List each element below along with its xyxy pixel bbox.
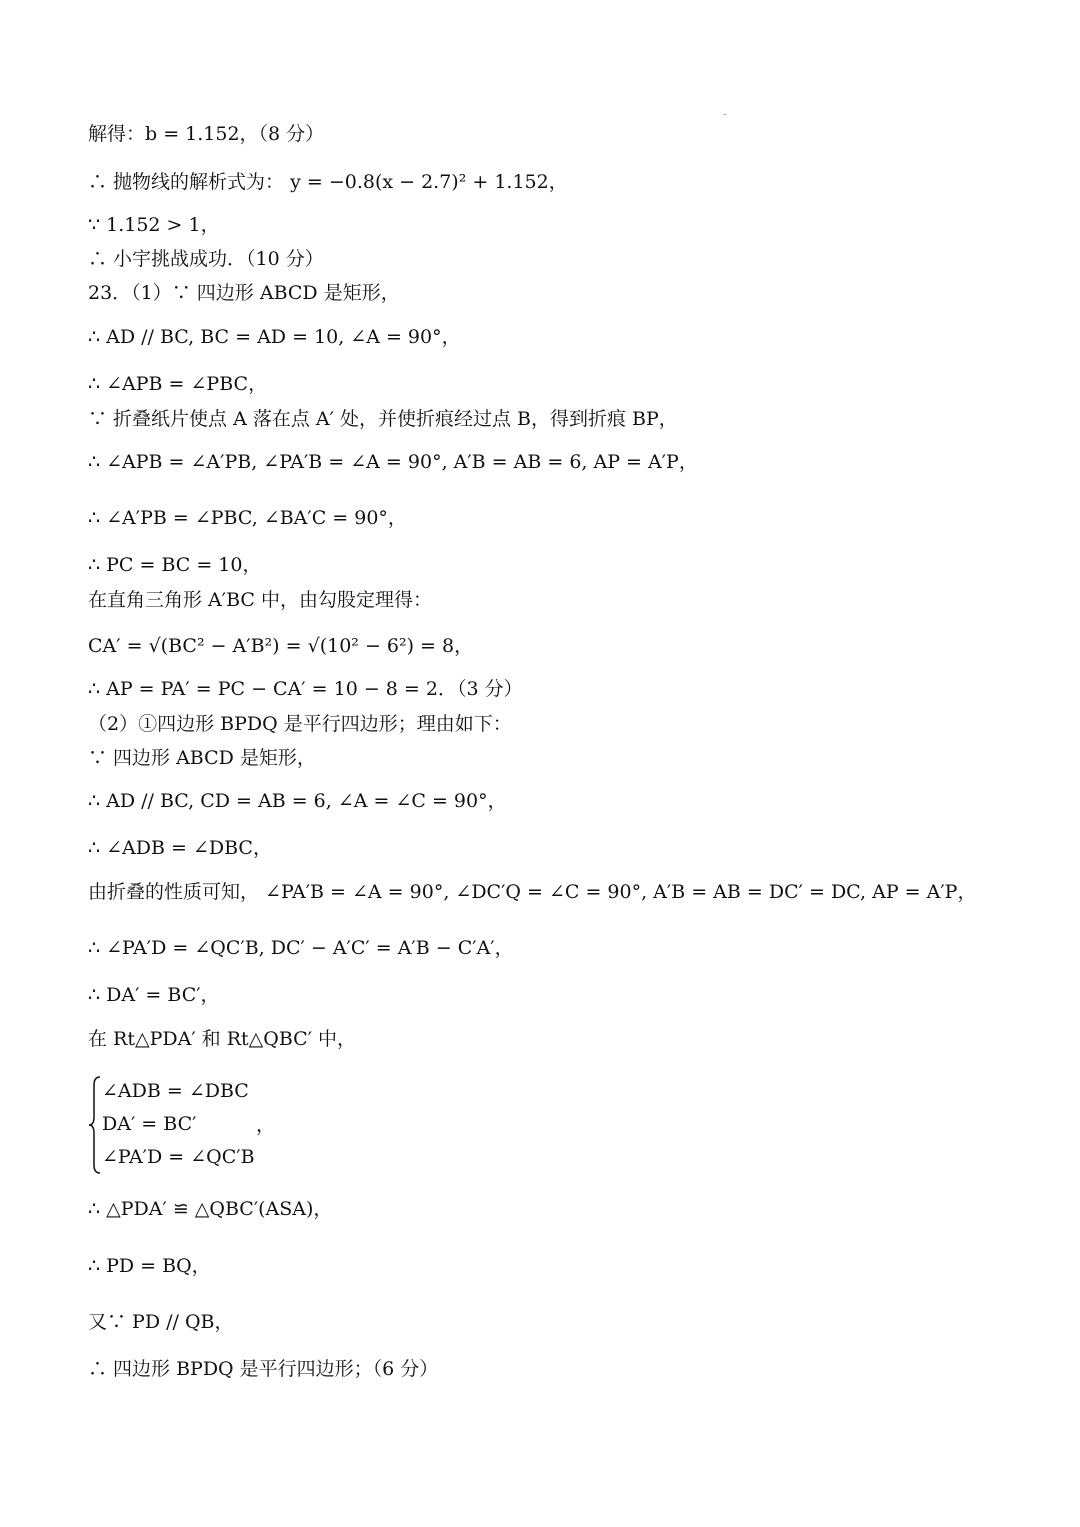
solution-line: ∴ DA′ = BC′， (88, 984, 220, 1006)
system-row: ∠ADB = ∠DBC (102, 1080, 249, 1102)
left-brace-icon (88, 1075, 102, 1175)
solution-line: ∴ AD // BC, BC = AD = 10, ∠A = 90°， (88, 326, 461, 348)
solution-line: ∴ ∠APB = ∠A′PB, ∠PA′B = ∠A = 90°, A′B = AB = 6, AP = A′P， (88, 451, 698, 473)
solution-line: ∴ ∠PA′D = ∠QC′B, DC′ − A′C′ = A′B − C′A′， (88, 937, 514, 959)
solution-line: ∵ 1.152 > 1， (88, 214, 220, 236)
pythagoras-equation: CA′ = √(BC² − A′B²) = √(10² − 6²) = 8， (88, 635, 474, 657)
system-row: ∠PA′D = ∠QC′B (102, 1146, 255, 1168)
solution-line: ∴ AP = PA′ = PC − CA′ = 10 − 8 = 2．（3 分） (88, 678, 523, 700)
solution-line: 解得：b = 1.152，（8 分） (88, 123, 325, 145)
solution-line: ∴ ∠ADB = ∠DBC， (88, 837, 272, 859)
solution-line: 在 Rt△PDA′ 和 Rt△QBC′ 中， (88, 1028, 357, 1050)
system-row: DA′ = BC′ (102, 1113, 197, 1135)
equation-system (88, 1075, 388, 1175)
problem-23-heading: 23．（1）∵ 四边形 ABCD 是矩形， (88, 282, 400, 304)
solution-line: ∴ ∠A′PB = ∠PBC, ∠BA′C = 90°， (88, 507, 407, 529)
solution-line: 在直角三角形 A′BC 中，由勾股定理得： (88, 589, 432, 611)
solution-line: ∴ PD = BQ， (88, 1255, 211, 1277)
solution-line: ∴ PC = BC = 10， (88, 554, 262, 576)
part-2-heading: （2）①四边形 BPDQ 是平行四边形；理由如下： (88, 713, 512, 735)
solution-line: 又∵ PD // QB， (88, 1311, 234, 1333)
solution-line: 由折叠的性质可知， ∠PA′B = ∠A = 90°, ∠DC′Q = ∠C = 90°, A′B = AB = DC′ = DC, AP = A′P， (88, 881, 977, 903)
solution-line: ∴ △PDA′ ≌ △QBC′(ASA)， (88, 1198, 333, 1220)
scan-speck (724, 114, 726, 115)
solution-line: ∴ 抛物线的解析式为： y = −0.8(x − 2.7)² + 1.152， (88, 171, 568, 193)
solution-line: ∴ ∠APB = ∠PBC， (88, 373, 268, 395)
system-comma: ， (256, 1114, 276, 1136)
solution-line: ∵ 折叠纸片使点 A 落在点 A′ 处，并使折痕经过点 B，得到折痕 BP， (88, 408, 678, 430)
solution-line: ∵ 四边形 ABCD 是矩形， (88, 747, 316, 769)
conclusion-line: ∴ 四边形 BPDQ 是平行四边形；（6 分） (88, 1358, 439, 1380)
solution-line: ∴ 小宇挑战成功．（10 分） (88, 248, 324, 270)
solution-line: ∴ AD // BC, CD = AB = 6, ∠A = ∠C = 90°， (88, 790, 507, 812)
